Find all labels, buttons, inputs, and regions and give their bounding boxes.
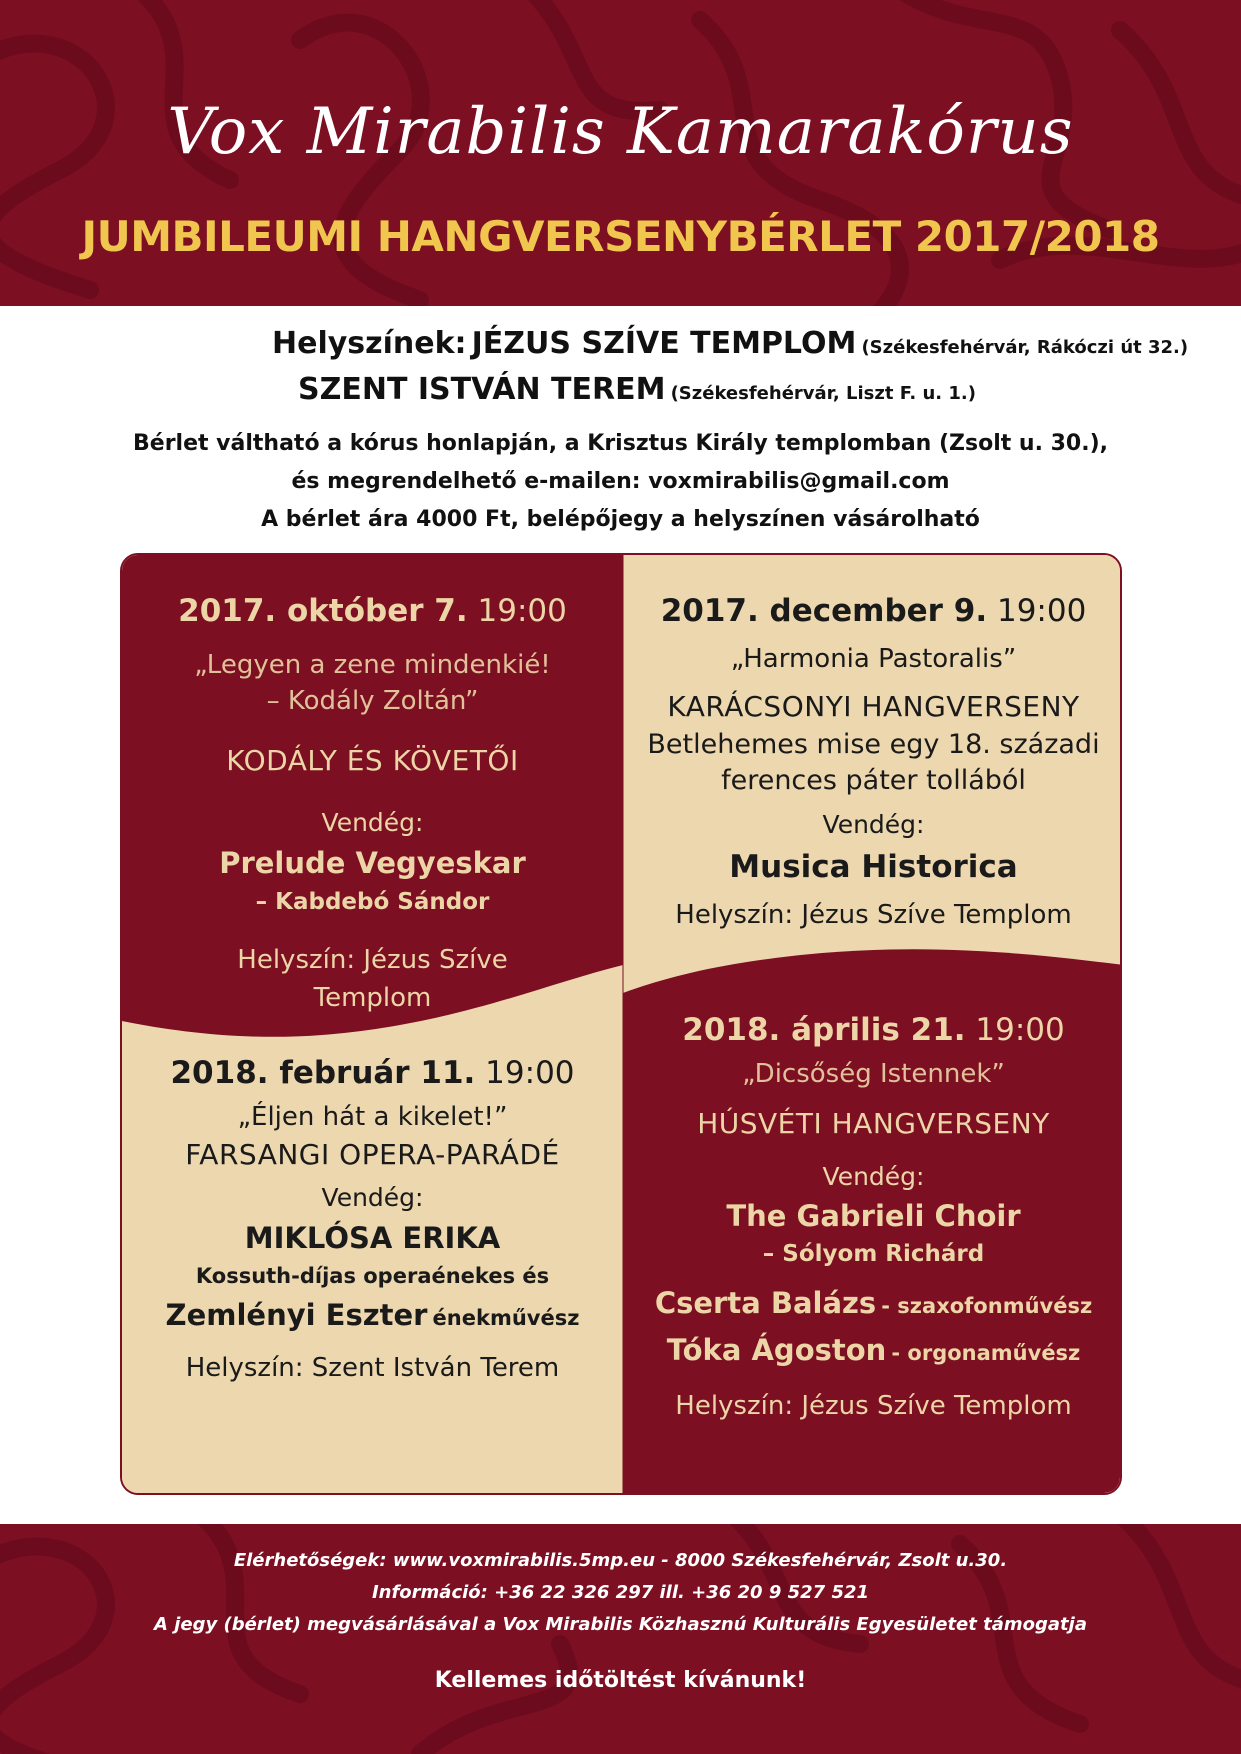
concert-description-cont: ferences páter tollából [721,765,1026,796]
guest-name: The Gabrieli Choir [726,1199,1021,1233]
concert-quote: „Harmonia Pastoralis” [730,644,1017,674]
concert-date: 2018. február 11. 19:00 [170,1055,575,1091]
guest-name: MIKLÓSA ERIKA [244,1221,501,1255]
support-line: A jegy (bérlet) megvásárlásával a Vox Mirabilis Közhasznú Kulturális Egyesületet támogatja [154,1614,1087,1635]
guest-conductor: – Kabdebó Sándor [255,889,490,915]
ticket-info [0,425,1241,539]
guest-label: Vendég: [321,1183,424,1212]
venue-line-2 [298,372,976,407]
guest-name: Prelude Vegyeskar [219,846,526,880]
concert-card-4 [623,1010,1122,1426]
concert-place: Helyszín: Jézus Szíve Templom [675,900,1072,930]
venue-line-1 [272,326,1188,361]
contact-info [0,1545,1241,1697]
guest-name: Musica Historica [729,849,1018,885]
concert-quote: „Éljen hát a kikelet!” [237,1102,508,1132]
venue1-name: JÉZUS SZÍVE TEMPLOM [471,326,857,361]
guest-label: Vendég: [822,1162,925,1191]
concert-theme: HÚSVÉTI HANGVERSENY [697,1107,1050,1140]
guest-conductor: – Sólyom Richárd [762,1241,985,1267]
concert-theme: KARÁCSONYI HANGVERSENY [667,690,1080,723]
concert-date: 2017. december 9. 19:00 [660,593,1087,629]
info-line-1: Bérlet váltható a kórus honlapján, a Krisztus Király templomban (Zsolt u. 30.), [133,431,1108,456]
guest-description: Kossuth-díjas operaénekes és [195,1264,550,1288]
info-line-2: és megrendelhető e-mailen: voxmirabilis@gmail.com [291,469,950,494]
closing-wish: Kellemes időtöltést kívánunk! [434,1668,807,1693]
concert-date: 2018. április 21. 19:00 [682,1012,1065,1048]
venue2-address: (Székesfehérvár, Liszt F. u. 1.) [670,383,976,404]
concert-theme: FARSANGI OPERA-PARÁDÉ [185,1138,560,1171]
concert-card-3 [122,1053,623,1388]
concert-card-1 [122,591,623,1017]
guest-label: Vendég: [321,808,424,837]
concert-place: Helyszín: Jézus Szíve Templom [675,1391,1072,1421]
venue1-address: (Székesfehérvár, Rákóczi út 32.) [861,337,1189,358]
concert-quote: „Dicsőség Istennek” [742,1059,1005,1089]
concert-place: Helyszín: Jézus Szíve [237,945,508,975]
concert-quote-author: – Kodály Zoltán” [266,686,479,716]
guest-2: Zemlényi Eszter énekművész [165,1298,580,1332]
concert-card-2 [623,591,1122,935]
concert-place: Helyszín: Szent István Terem [185,1353,560,1383]
concert-place-cont: Templom [313,983,432,1013]
guest-2: Cserta Balázs - szaxofonművész [654,1286,1093,1320]
guest-label: Vendég: [822,810,925,839]
page-title: Vox Mirabilis Kamarakórus [167,95,1074,169]
concert-description: Betlehemes mise egy 18. századi [647,729,1100,760]
info-line-3: A bérlet ára 4000 Ft, belépőjegy a helyszínen vásárolható [261,507,980,532]
page-subtitle: JUMBILEUMI HANGVERSENYBÉRLET 2017/2018 [81,212,1160,261]
concert-panel [120,553,1122,1495]
concert-quote: „Legyen a zene mindenkié! [194,650,551,680]
venues-label: Helyszínek: [272,326,467,361]
concert-date: 2017. október 7. 19:00 [178,593,567,629]
phone-line: Információ: +36 22 326 297 ill. +36 20 9 527 521 [371,1582,870,1603]
guest-3: Tóka Ágoston - orgonaművész [666,1333,1081,1367]
contact-line: Elérhetőségek: www.voxmirabilis.5mp.eu - 8000 Székesfehérvár, Zsolt u.30. [233,1550,1008,1571]
header-band [0,0,1241,306]
venue2-name: SZENT ISTVÁN TEREM [298,372,666,407]
concert-theme: KODÁLY ÉS KÖVETŐI [226,744,519,777]
